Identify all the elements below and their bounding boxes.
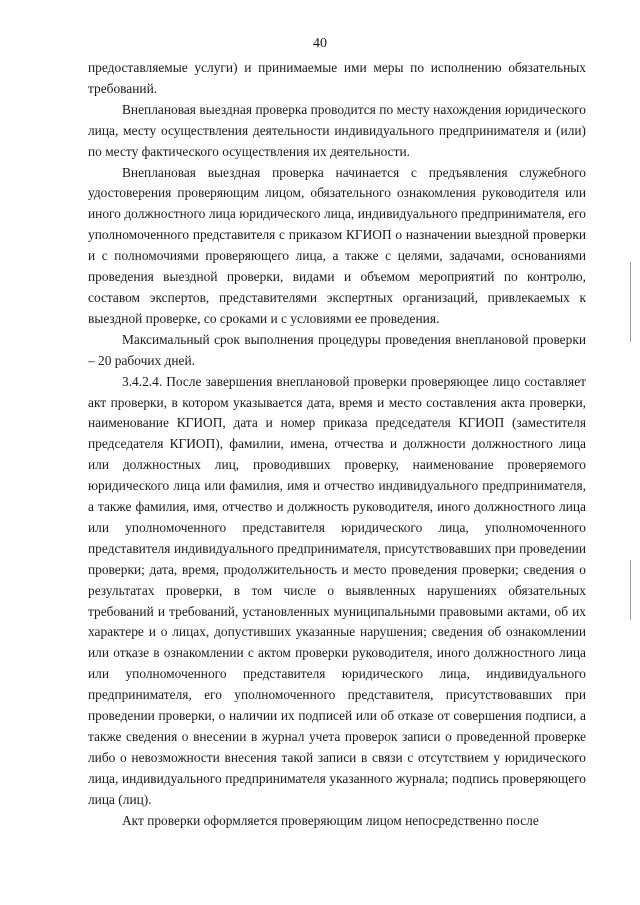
paragraph-continuation: предоставляемые услуги) и принимаемые ими меры по исполнению обязательных требований.	[88, 60, 586, 96]
scan-margin-mark	[630, 560, 631, 620]
document-body	[88, 58, 586, 832]
paragraph-inspection-act: 3.4.2.4. После завершения внеплановой проверки проверяющее лицо составляет акт проверки, в котором указывается дата, время и место составления акта проверки, наименование КГИОП, дата и номер приказа председателя КГИОП (заместителя председателя КГИОП), фамилии, имена, отчества и должности должностного лица или должностных лиц, проводивших проверку, наименование проверяемого юридического лица или фамилия, имя и отчество индивидуального предпринимателя, а также фамилия, имя, отчество и должность руководителя, иного должностного лица или уполномоченного представителя юридического лица, уполномоченного представителя индивидуального предпринимателя, присутствовавших при проведении проверки; дата, время, продолжительность и место проведения проверки; сведения о результатах проверки, в том числе о выявленных нарушениях обязательных требований и требований, установленных муниципальными правовыми актами, об их характере и о лицах, допустивших указанные нарушения; сведения об ознакомлении или отказе в ознакомлении с актом проверки руководителя, иного должностного лица или уполномоченного представителя юридического лица, индивидуального предпринимателя, его уполномоченного представителя, присутствовавших при проведении проверки, о наличии их подписей или об отказе от совершения подписи, а также сведения о внесении в журнал учета проверок записи о проведенной проверке либо о невозможности внесения такой записи в связи с отсутствием у юридического лица, индивидуального предпринимателя указанного журнала; подпись проверяющего лица (лиц).	[88, 373, 586, 807]
paragraph-act-execution: Акт проверки оформляется проверяющим лицом непосредственно после	[122, 812, 539, 828]
page-number: 40	[313, 36, 327, 51]
paragraph-max-duration: Максимальный срок выполнения процедуры проведения внеплановой проверки – 20 рабочих дней.	[88, 331, 586, 368]
scan-margin-mark	[630, 262, 631, 342]
paragraph-inspection-start: Внеплановая выездная проверка начинается с предъявления служебного удостоверения проверяющим лицом, обязательного ознакомления руководителя или иного должностного лица юридического лица, индивидуального предпринимателя, его уполномоченного представителя с приказом КГИОП о назначении выездной проверки и с полномочиями проверяющего лица, а также с целями, задачами, основаниями проведения выездной проверки, видами и объемом мероприятий по контролю, составом экспертов, представителями экспертных организаций, привлекаемых к выездной проверке, со сроками и с условиями ее проведения.	[88, 164, 586, 326]
paragraph-inspection-location: Внеплановая выездная проверка проводится по месту нахождения юридического лица, месту осуществления деятельности индивидуального предпринимателя и (или) по месту фактического осуществления их деятельности.	[88, 101, 586, 159]
